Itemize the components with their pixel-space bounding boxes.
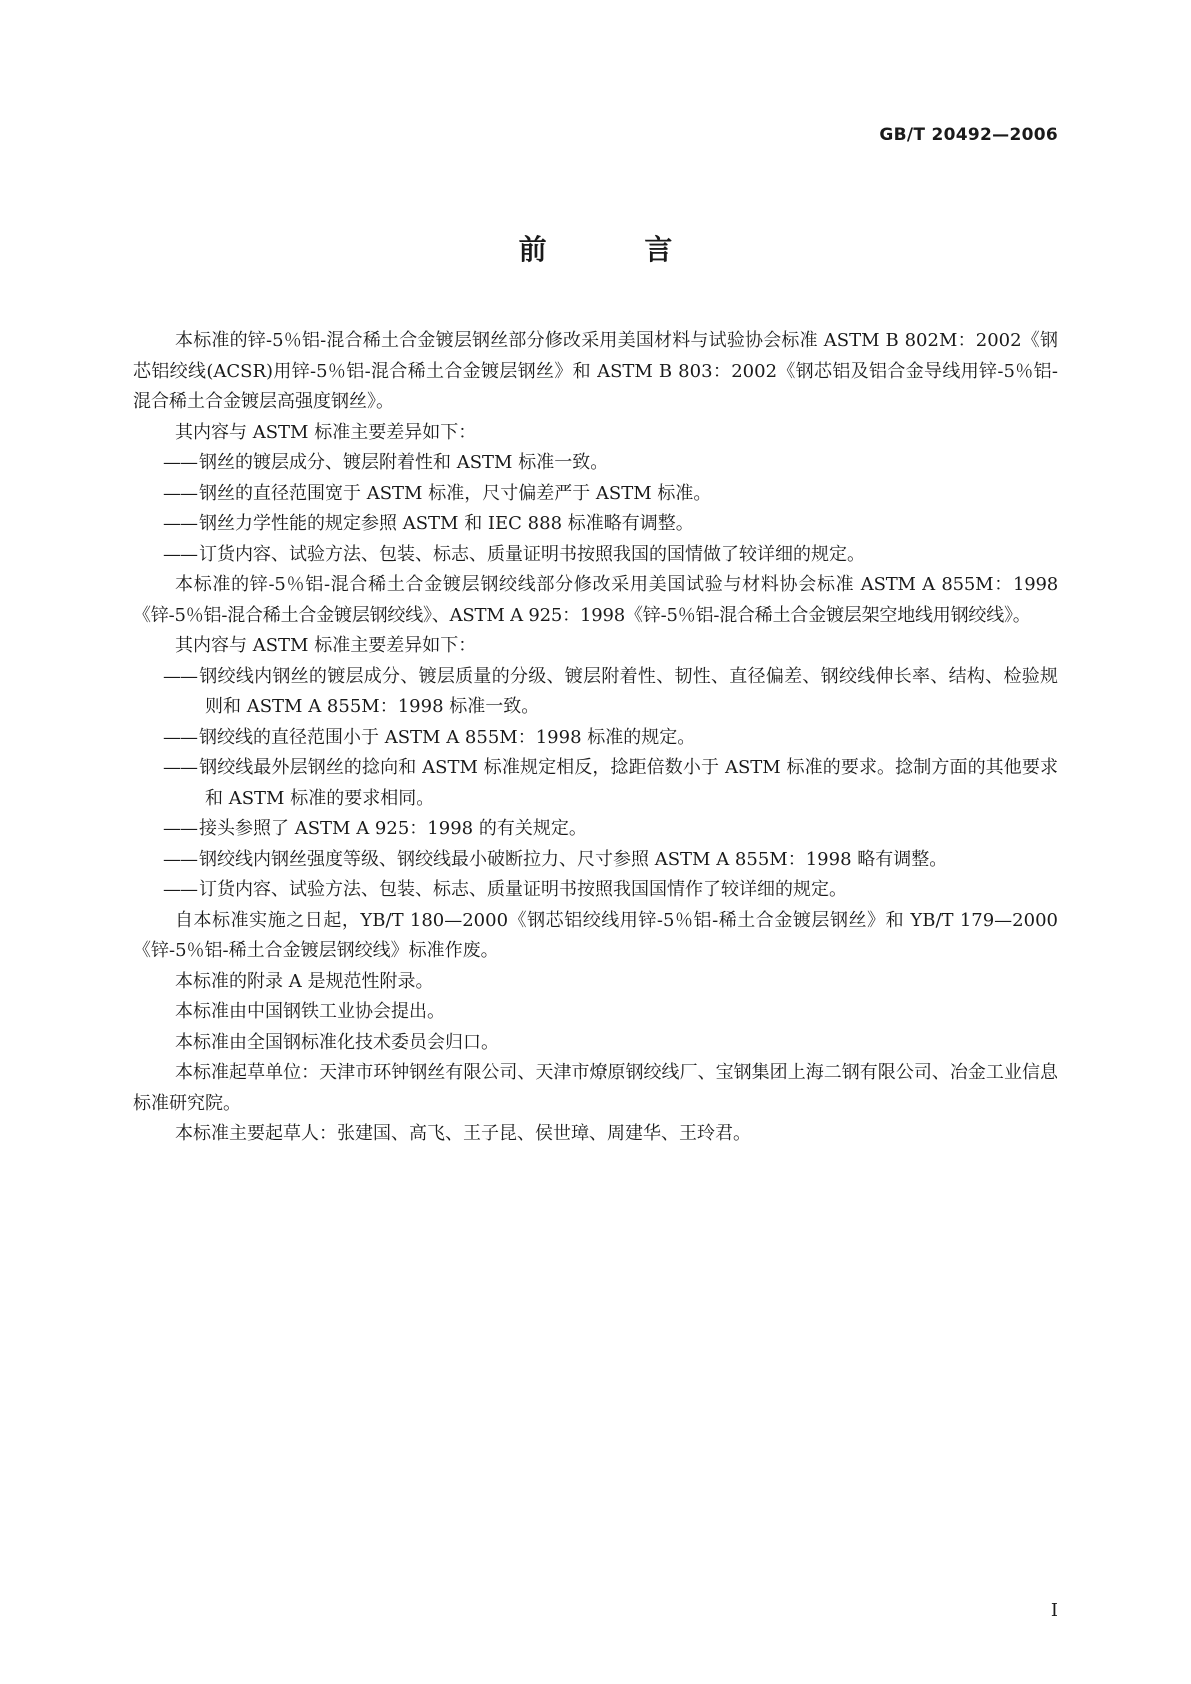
list-item-text: 接头参照了 ASTM A 925：1998 的有关规定。 [199, 818, 587, 839]
dash-mark: —— [163, 879, 197, 900]
list-item [133, 723, 1058, 754]
list-item [133, 479, 1058, 510]
list-item [133, 875, 1058, 906]
paragraph: 自本标准实施之日起，YB/T 180—2000《钢芯铝绞线用锌-5％铝-稀土合金镀层钢丝》和 YB/T 179—2000《锌-5％铝-稀土合金镀层钢绞线》标准作废。 [133, 909, 1058, 961]
dash-mark: —— [163, 726, 197, 748]
list-item-text: 钢绞线最外层钢丝的捻向和 ASTM 标准规定相反，捻距倍数小于 ASTM 标准的要求。捻制方面的其他要求和 ASTM 标准的要求相同。 [199, 757, 1058, 809]
paragraph: 本标准由中国钢铁工业协会提出。 [175, 1001, 445, 1022]
page-title: 前 言 [518, 233, 717, 266]
list-item [133, 814, 1058, 845]
list-item-text: 钢丝的镀层成分、镀层附着性和 ASTM 标准一致。 [199, 452, 609, 473]
paragraph: 本标准的附录 A 是规范性附录。 [175, 970, 434, 992]
list-item-text: 订货内容、试验方法、包装、标志、质量证明书按照我国的国情做了较详细的规定。 [199, 543, 865, 565]
paragraph: 本标准起草单位：天津市环钟钢丝有限公司、天津市燎原钢绞线厂、宝钢集团上海二钢有限公司、冶金工业信息标准研究院。 [133, 1062, 1058, 1114]
list-item [133, 753, 1058, 814]
paragraph: 其内容与 ASTM 标准主要差异如下： [175, 635, 477, 656]
paragraph: 本标准由全国钢标准化技术委员会归口。 [175, 1031, 499, 1053]
dash-mark: —— [163, 757, 197, 778]
list-item-text: 钢绞线内钢丝强度等级、钢绞线最小破断拉力、尺寸参照 ASTM A 855M：1998 略有调整。 [199, 848, 948, 870]
list-item [133, 540, 1058, 571]
dash-mark: —— [163, 452, 197, 473]
dash-mark: —— [163, 848, 197, 870]
paragraph: 其内容与 ASTM 标准主要差异如下： [175, 421, 477, 443]
dash-mark: —— [163, 482, 197, 504]
paragraph: 本标准的锌-5％铝-混合稀土合金镀层钢丝部分修改采用美国材料与试验协会标准 ASTM B 802M：2002《钢芯铝绞线(ACSR)用锌-5％铝-混合稀土合金镀层钢丝》和 ASTM B 803：2002《钢芯铝及铝合金导线用锌-5％铝-混合稀土合金镀层高强度钢丝》。 [133, 330, 1058, 412]
paragraph: 本标准的锌-5％铝-混合稀土合金镀层钢绞线部分修改采用美国试验与材料协会标准 ASTM A 855M：1998《锌-5％铝-混合稀土合金镀层钢绞线》、ASTM A 925：1998《锌-5％铝-混合稀土合金镀层架空地线用钢绞线》。 [133, 574, 1058, 626]
standard-code: GB/T 20492—2006 [879, 125, 1058, 145]
foreword-body [133, 326, 1058, 1150]
page-number: I [1050, 1600, 1058, 1621]
list-item [133, 509, 1058, 540]
list-item-text: 钢丝的直径范围宽于 ASTM 标准，尺寸偏差严于 ASTM 标准。 [199, 482, 712, 504]
list-item-text: 订货内容、试验方法、包装、标志、质量证明书按照我国国情作了较详细的规定。 [199, 879, 847, 900]
dash-mark: —— [163, 818, 197, 839]
dash-mark: —— [163, 513, 197, 534]
list-item [133, 845, 1058, 876]
list-item [133, 448, 1058, 479]
dash-mark: —— [163, 543, 197, 565]
dash-mark: —— [163, 665, 197, 687]
list-item [133, 662, 1058, 723]
list-item-text: 钢绞线的直径范围小于 ASTM A 855M：1998 标准的规定。 [199, 726, 696, 748]
list-item-text: 钢绞线内钢丝的镀层成分、镀层质量的分级、镀层附着性、韧性、直径偏差、钢绞线伸长率、结构、检验规则和 ASTM A 855M：1998 标准一致。 [199, 665, 1058, 717]
list-item-text: 钢丝力学性能的规定参照 ASTM 和 IEC 888 标准略有调整。 [199, 513, 694, 534]
paragraph: 本标准主要起草人：张建国、高飞、王子昆、侯世璋、周建华、王玲君。 [175, 1123, 751, 1144]
